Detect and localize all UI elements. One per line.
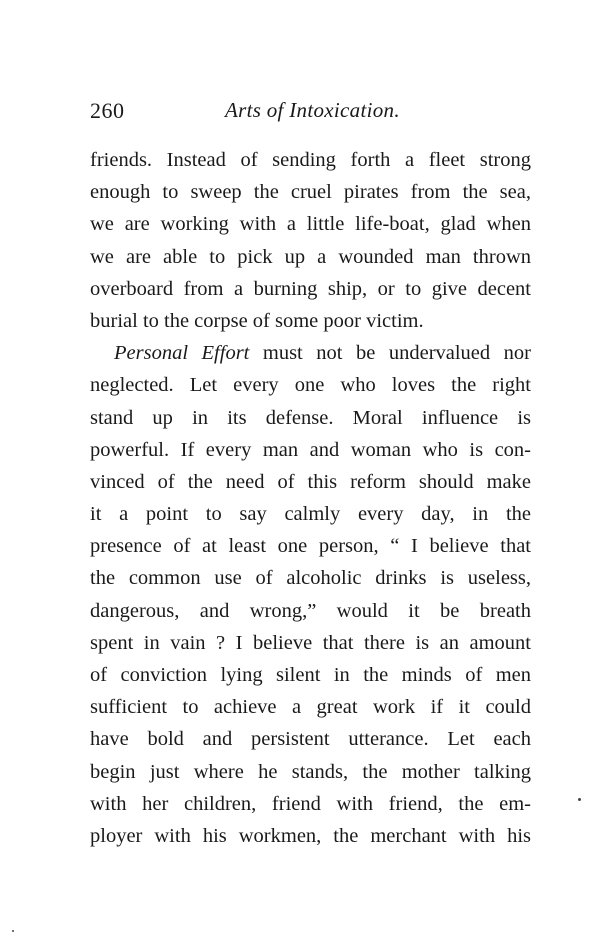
text-line: begin just where he stands, the mother talking <box>90 760 531 783</box>
text-line: the common use of alcoholic drinks is useless, <box>90 567 531 590</box>
text-line: with her children, friend with friend, the em- <box>90 792 531 815</box>
print-speck <box>578 798 581 801</box>
text-line: dangerous, and wrong,” would it be breath <box>90 599 531 622</box>
text-line: stand up in its defense. Moral influence is <box>90 406 531 429</box>
text-line: vinced of the need of this reform should make <box>90 470 531 493</box>
text-line: we are working with a little life-boat, glad when <box>90 213 531 236</box>
text-line: it a point to say calmly every day, in the <box>90 503 531 526</box>
text-fragment: must not be undervalued nor <box>249 342 531 365</box>
text-line: presence of at least one person, “ I believe that <box>90 535 531 558</box>
paragraph-opening-line <box>90 337 531 369</box>
text-line: powerful. If every man and woman who is con- <box>90 438 531 461</box>
text-line: of conviction lying silent in the minds of men <box>90 664 531 686</box>
text-line: sufficient to achieve a great work if it could <box>90 696 531 719</box>
text-line: we are able to pick up a wounded man thrown <box>90 245 531 268</box>
page-number: 260 <box>90 98 125 123</box>
italic-phrase: Personal Effort <box>114 342 250 365</box>
print-speck <box>12 930 14 932</box>
text-line: enough to sweep the cruel pirates from the sea, <box>90 181 531 204</box>
text-line: spent in vain ? I believe that there is an amount <box>90 631 531 654</box>
running-title: Arts of Intoxication. <box>225 98 400 122</box>
text-line: ployer with his workmen, the merchant with his <box>90 824 531 847</box>
text-line: burial to the corpse of some poor victim. <box>90 309 424 332</box>
text-line: neglected. Let every one who loves the right <box>90 374 531 397</box>
page-header <box>90 98 530 128</box>
body-text <box>90 144 531 852</box>
text-line: overboard from a burning ship, or to give decent <box>90 277 531 300</box>
text-line: friends. Instead of sending forth a fleet strong <box>90 149 531 171</box>
text-line: have bold and persistent utterance. Let each <box>90 728 531 751</box>
